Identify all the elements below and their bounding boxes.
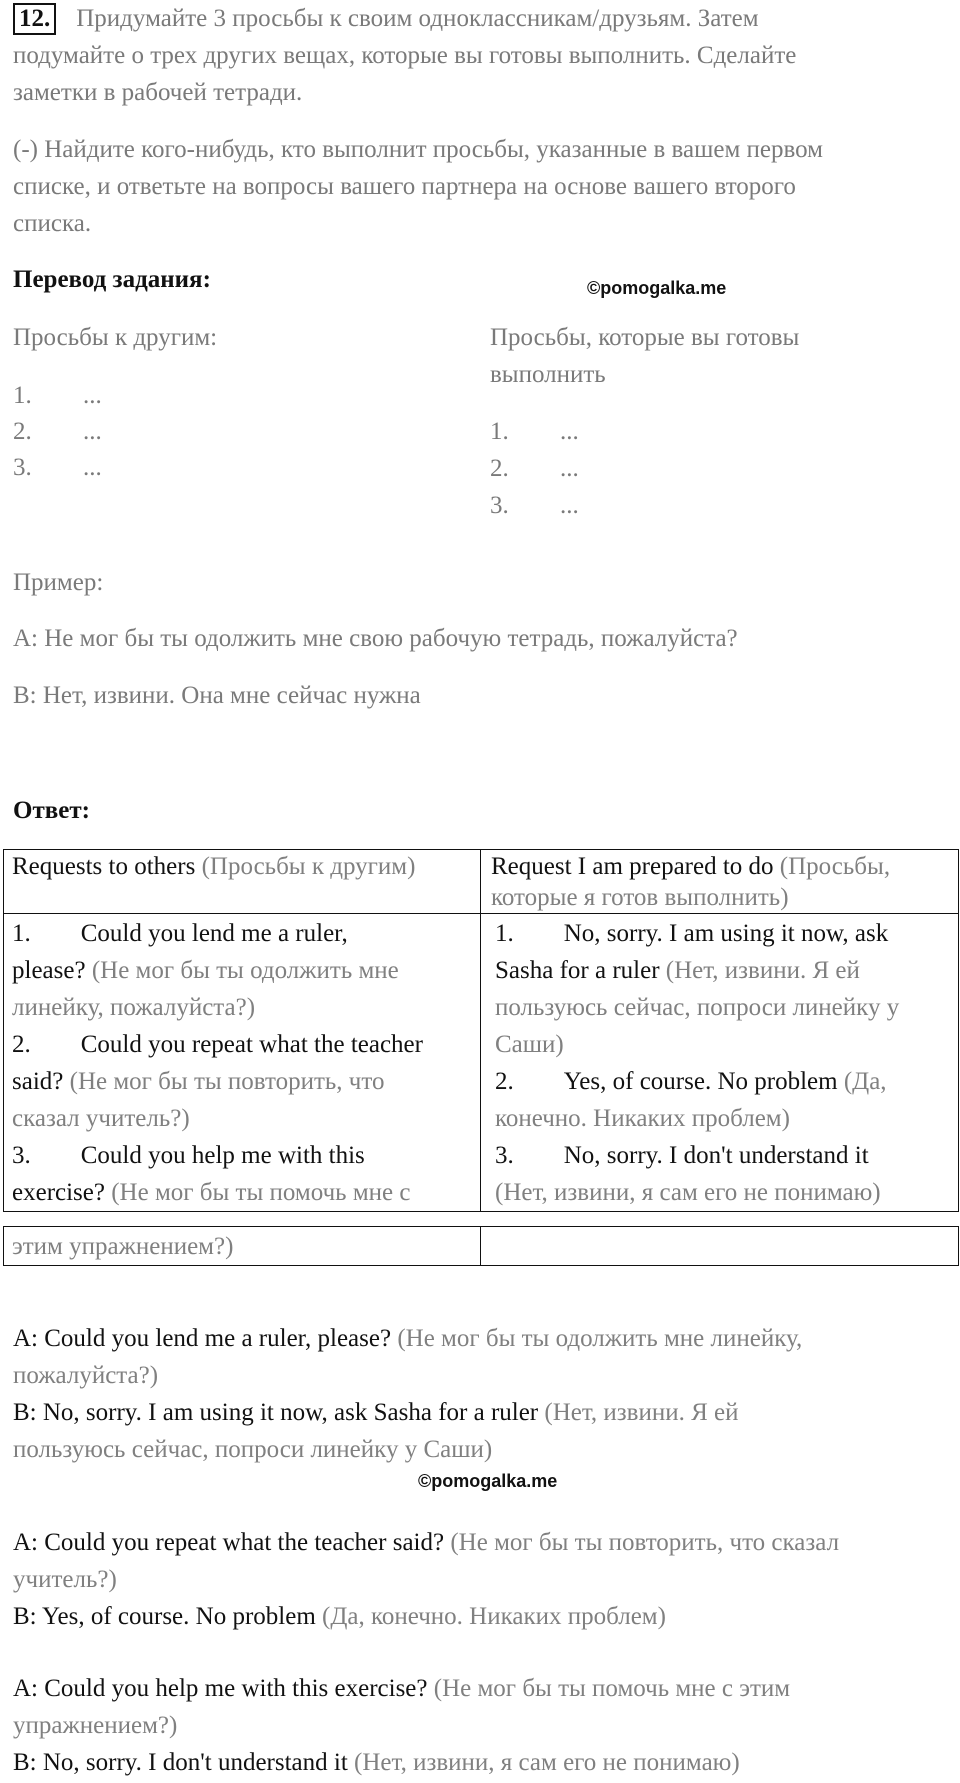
russian-translation: упражнением?) — [13, 1712, 178, 1739]
translation-heading: Перевод задания: — [13, 266, 211, 293]
table-cell-line — [12, 1137, 472, 1174]
task-paragraph-1 — [13, 0, 759, 37]
list-text: ... — [560, 455, 579, 482]
english-text: Sasha for a ruler — [495, 957, 660, 984]
right-list-title-line-1: Просьбы, которые вы готовы — [490, 324, 800, 351]
english-text: please? — [12, 957, 86, 984]
table-cell-line — [12, 1063, 472, 1100]
answer-table — [3, 849, 959, 1212]
list-text: ... — [560, 418, 579, 445]
table-cell-continuation-left — [4, 1227, 481, 1266]
answer-table-continuation — [3, 1226, 959, 1266]
table-cell-requests — [4, 914, 481, 1212]
left-list-title: Просьбы к другим: — [13, 324, 218, 351]
russian-translation: (Нет, извини, я сам его не понимаю) — [495, 1179, 881, 1206]
list-number: 3. — [13, 454, 32, 481]
english-text: exercise? — [12, 1179, 105, 1206]
russian-translation: Саши) — [495, 1031, 564, 1058]
table-cell-line — [495, 952, 950, 989]
left-list-item — [13, 449, 102, 486]
english-text: 1. No, sorry. I am using it now, ask — [495, 920, 889, 947]
dialogue-line — [13, 1357, 158, 1394]
russian-translation: пожалуйста?) — [13, 1362, 159, 1389]
dialogue-line — [13, 1707, 177, 1744]
list-number: 1. — [490, 418, 509, 445]
task-text-line-2: подумайте о трех других вещах, которые вы готовы выполнить. Сделайте — [13, 42, 797, 69]
table-cell-line — [12, 1026, 472, 1063]
list-number: 2. — [490, 455, 509, 482]
russian-translation: (Не мог бы ты повторить, что — [63, 1068, 385, 1095]
english-text: B: No, sorry. I don't understand it — [13, 1749, 348, 1776]
english-text: 2. Yes, of course. No problem — [495, 1068, 838, 1095]
header-ru: (Просьбы, — [779, 853, 891, 880]
russian-translation: (Не мог бы ты одолжить мне линейку, — [391, 1325, 803, 1352]
list-number: 2. — [13, 418, 32, 445]
russian-translation: конечно. Никаких проблем) — [495, 1105, 790, 1132]
table-header-right — [481, 850, 959, 914]
russian-translation: пользуюсь сейчас, попроси линейку у — [495, 994, 900, 1021]
left-list-item — [13, 377, 102, 414]
task-text-line-6: списка. — [13, 210, 92, 237]
table-cell-line — [495, 915, 950, 952]
dialogue-line — [13, 1431, 492, 1468]
list-number: 1. — [13, 382, 32, 409]
list-text: ... — [560, 492, 579, 519]
english-text: 3. Could you help me with this — [12, 1142, 365, 1169]
list-text: ... — [83, 418, 102, 445]
russian-translation: (Нет, извини, я сам его не понимаю) — [347, 1749, 740, 1776]
header-en: Request I am prepared to do — [491, 853, 774, 880]
right-list-title-line-2: выполнить — [490, 361, 606, 388]
example-line-a: A: Не мог бы ты одолжить мне свою рабочую тетрадь, пожалуйста? — [13, 625, 738, 652]
russian-translation: учитель?) — [13, 1566, 117, 1593]
english-text: 3. No, sorry. I don't understand it — [495, 1142, 869, 1169]
table-header-left — [4, 850, 481, 914]
task-text-line-5: списке, и ответьте на вопросы вашего партнера на основе вашего второго — [13, 173, 796, 200]
task-text-line-4: (-) Найдите кого-нибудь, кто выполнит просьбы, указанные в вашем первом — [13, 136, 823, 163]
dialogue-line — [13, 1561, 117, 1598]
header-ru-line-2: которые я готов выполнить) — [491, 884, 789, 911]
russian-translation: (Не мог бы ты одолжить мне — [85, 957, 399, 984]
english-text: A: Could you help me with this exercise? — [13, 1675, 428, 1702]
right-list-item — [490, 450, 579, 487]
russian-translation: (Да, — [837, 1068, 887, 1095]
table-cell-line — [12, 1174, 472, 1211]
dialogue-line — [13, 1744, 740, 1781]
table-cell-line — [495, 1100, 950, 1137]
continuation-text: этим упражнением?) — [12, 1233, 234, 1260]
russian-translation: линейку, пожалуйста?) — [12, 994, 256, 1021]
dialogue-line — [13, 1524, 839, 1561]
english-text: B: Yes, of course. No problem — [13, 1603, 316, 1630]
task-text-line-1: Придумайте 3 просьбы к своим одноклассникам/друзьям. Затем — [76, 5, 759, 32]
table-header-row — [4, 850, 959, 914]
watermark: ©pomogalka.me — [587, 278, 727, 298]
table-cell-line — [495, 1137, 950, 1174]
example-label: Пример: — [13, 569, 104, 596]
dialogue-line — [13, 1670, 790, 1707]
left-list-item — [13, 413, 102, 450]
english-text: 2. Could you repeat what the teacher — [12, 1031, 423, 1058]
russian-translation: (Не мог бы ты повторить, что сказал — [444, 1529, 840, 1556]
russian-translation: (Не мог бы ты помочь мне с этим — [427, 1675, 791, 1702]
english-text: 1. Could you lend me a ruler, — [12, 920, 348, 947]
task-number: 12. — [13, 3, 56, 35]
dialogue-line — [13, 1320, 802, 1357]
example-line-b: B: Нет, извини. Она мне сейчас нужна — [13, 682, 421, 709]
header-en: Requests to others — [12, 853, 196, 880]
table-cell-line — [12, 952, 472, 989]
right-list-item — [490, 413, 579, 450]
table-cell-line — [495, 1063, 950, 1100]
table-row — [4, 1227, 959, 1266]
table-cell-line — [495, 1026, 950, 1063]
table-cell-continuation-right — [481, 1227, 959, 1266]
table-row — [4, 914, 959, 1212]
list-number: 3. — [490, 492, 509, 519]
english-text: B: No, sorry. I am using it now, ask Sasha for a ruler — [13, 1399, 539, 1426]
watermark: ©pomogalka.me — [418, 1471, 558, 1491]
russian-translation: сказал учитель?) — [12, 1105, 190, 1132]
table-cell-line — [12, 989, 472, 1026]
table-cell-line — [495, 989, 950, 1026]
russian-translation: (Нет, извини. Я ей — [538, 1399, 739, 1426]
task-text-line-3: заметки в рабочей тетради. — [13, 79, 303, 106]
english-text: said? — [12, 1068, 64, 1095]
english-text: A: Could you repeat what the teacher said? — [13, 1529, 445, 1556]
right-list-item — [490, 487, 579, 524]
table-cell-line — [12, 1100, 472, 1137]
russian-translation: (Нет, извини. Я ей — [659, 957, 860, 984]
russian-translation: пользуюсь сейчас, попроси линейку у Саши) — [13, 1436, 493, 1463]
table-cell-line — [495, 1174, 950, 1211]
russian-translation: (Да, конечно. Никаких проблем) — [315, 1603, 666, 1630]
answer-heading: Ответ: — [13, 797, 90, 824]
header-ru: (Просьбы к другим) — [201, 853, 416, 880]
list-text: ... — [83, 454, 102, 481]
dialogue-line — [13, 1394, 739, 1431]
table-cell-line — [12, 915, 472, 952]
english-text: A: Could you lend me a ruler, please? — [13, 1325, 392, 1352]
dialogue-line — [13, 1598, 666, 1635]
russian-translation: (Не мог бы ты помочь мне с — [104, 1179, 411, 1206]
table-cell-responses — [481, 914, 959, 1212]
list-text: ... — [83, 382, 102, 409]
